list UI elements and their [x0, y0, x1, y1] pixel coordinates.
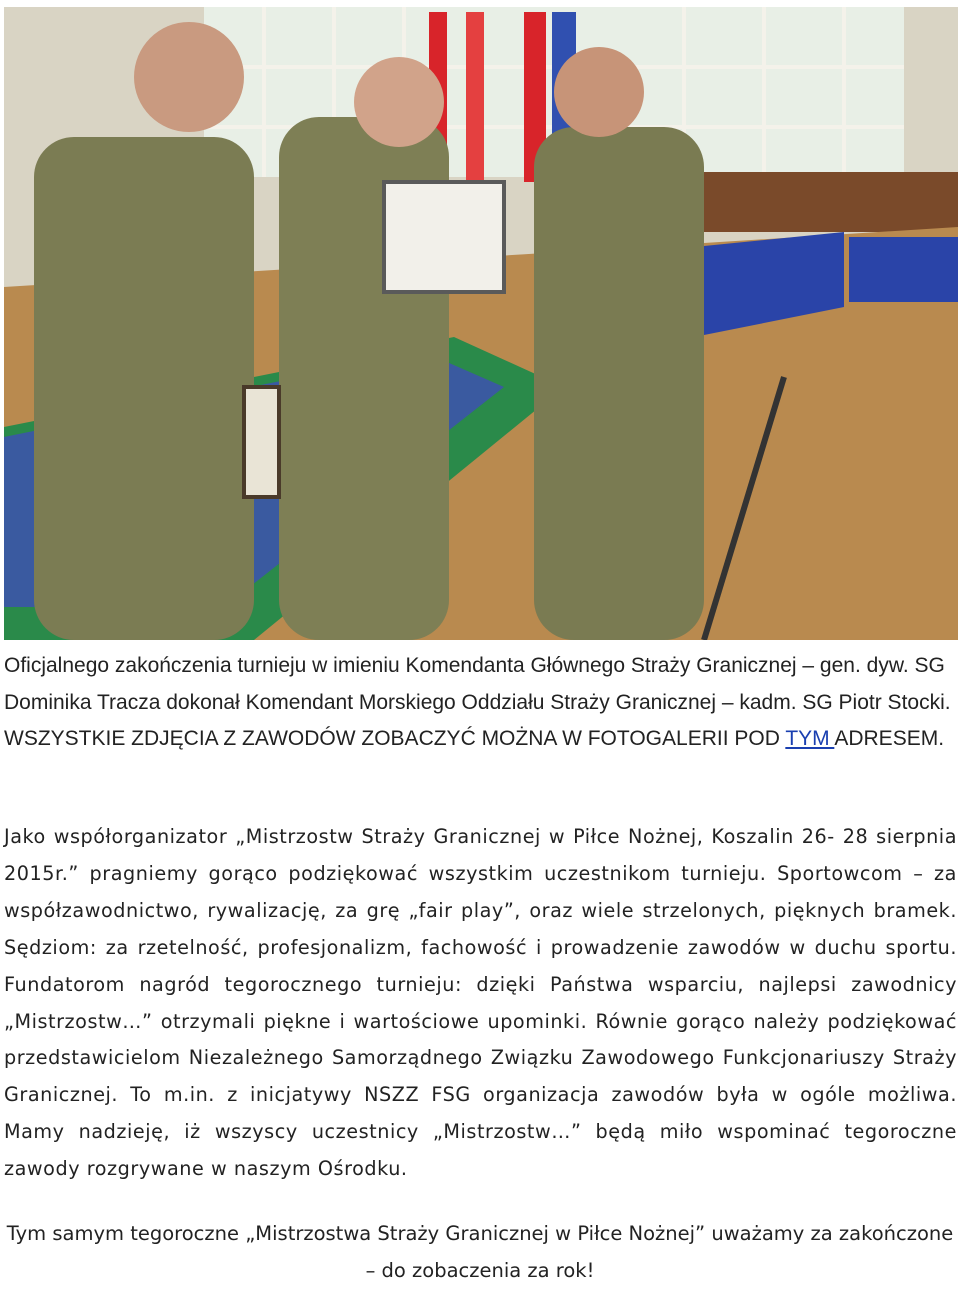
thanks-paragraph: Jako współorganizator „Mistrzostw Straży Granicznej w Piłce Nożnej, Koszalin 26- 28 sierpnia 2015r.” pragniemy gorąco podziękować wszystkim uczestnikom turnieju. Sportowcom – za współzawodnictwo, rywalizację, za grę „fair play”, oraz wiele strzelonych, pięknych bramek. Sędziom: za rzetelność, profesjonalizm, fachowość i prowadzenie zawodów w duchu sportu. Fundatorom nagród tegorocznego turnieju: dzięki Państwa wsparciu, najlepsi zawodnicy „Mistrzostw…” otrzymali piękne i wartościowe upominki. Równie gorąco należy podziękować przedstawicielom Niezależnego Samorządnego Związku Zawodowego Funkcjonariuszy Straży Granicznej. To m.in. z inicjatywy NSZZ FSG organizacja zawodów była w ogóle możliwa. Mamy nadzieję, iż wszyscy uczestnicy „Mistrzostw…” będą miło wspominać tegoroczne zawody rozgrywane w naszym Ośrodku.	[4, 825, 957, 1181]
gallery-link[interactable]: TYM	[785, 727, 835, 750]
photo-illustration	[4, 7, 958, 640]
article-photo	[4, 7, 958, 640]
closing-paragraph-end: ADRESEM.	[834, 727, 945, 750]
closing-paragraph	[4, 648, 956, 758]
closing-paragraph-text: Oficjalnego zakończenia turnieju w imieniu Komendanta Głównego Straży Granicznej – gen. dyw. SG Dominika Tracza dokonał Komendant Morskiego Oddziału Straży Granicznej – kadm. SG Piotr Stocki. WSZYSTKIE ZDJĘCIA Z ZAWODÓW ZOBACZYĆ MOŻNA W FOTOGALERII POD	[4, 654, 951, 750]
final-paragraph: Tym samym tegoroczne „Mistrzostwa Straży Granicznej w Piłce Nożnej” uważamy za zakończone – do zobaczenia za rok!	[6, 1222, 954, 1282]
